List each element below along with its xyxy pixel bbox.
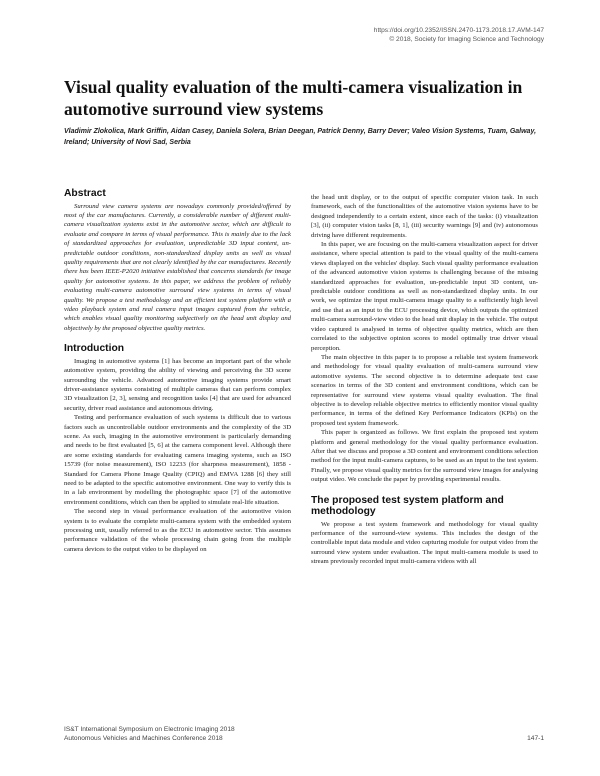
- left-column: [64, 188, 291, 554]
- intro-paragraph-3: The second step in visual performance evaluation of the automotive vision system is to evaluate the complete multi-camera system with the embedded system processing unit, usually referred to as the ECU in automotive sector. This assumes performance validation of the whole processing chain going from the multiple camera devices to the output video to be displayed on: [64, 508, 291, 553]
- right-column: [311, 193, 538, 567]
- abstract-heading: Abstract: [64, 188, 106, 199]
- conference-footer: [64, 726, 235, 743]
- doi-header: [374, 26, 544, 44]
- footer-conference: Autonomous Vehicles and Machines Conference 2018: [64, 734, 223, 742]
- right-paragraph-4: This paper is organized as follows. We first explain the proposed test system platform and general methodology for the visual quality performance evaluation. After that we discuss and propose a 3D content and environment conditions selection method for the input multi-camera captures, to be used as an input to the test system. Finally, we propose visual quality metrics for the surround view images for analysing output video. We conclude the paper by providing experimental results.: [311, 429, 538, 484]
- footer-symposium: IS&T International Symposium on Electronic Imaging 2018: [64, 726, 235, 733]
- abstract-text: Surround view camera systems are nowadays commonly provided/offered by most of the car manufactures. Currently, a considerable number of different multi-camera visualization systems exist in the automotive sector, which are difficult to evaluate and compare in terms of visual performance. This is mainly due to the lack of standardized approaches for evaluation, unpredictable 3D input content, un-predictable outdoor conditions, non-standardized display units as well as visual quality requirements that are not clearly identified by the car manufactures. Recently there has been IEEE-P2020 initiative established that concerns standards for image quality for automotive systems. In this paper, we address the problem of reliably evaluating multi-camera automotive surround view systems in terms of visual quality. We propose a test methodology and an efficient test system platform with a video playback system and real camera input images captured from the vehicle, which enables visual quality monitoring subjectively on the head unit display and objectively by the proposed objective quality metrics.: [64, 202, 291, 332]
- test-system-heading: The proposed test system platform and methodology: [311, 494, 504, 518]
- right-paragraph-2: In this paper, we are focusing on the multi-camera visualization aspect for driver assistance, where special attention is paid to the visual quality of the multi-camera views displayed on the vehicles' display. Such visual quality performance evaluation of the advanced automotive vision systems is challenging because of the missing standardized approaches for evaluation, un-predictable input 3D content, un-predictable outdoor conditions as well as non-standardized display units. In our work, we optimize the input multi-camera image quality to a sufficiently high level and use that as an input to the ECU processing device, which outputs the optimized multi-camera surround-view video to the head unit display in the vehicle. The output video captured is analysed in terms of objective quality metrics, which are then correlated to the subjective opinion scores to model optimally true driver visual perception.: [311, 241, 538, 352]
- right-paragraph-3: The main objective in this paper is to propose a reliable test system framework and methodology for visual quality evaluation of multi-camera surround view automotive systems. The second objective is to determine adequate test case scenarios in terms of the 3D content and environment conditions, which can be representative for surround view systems visual quality evaluation. The final objective is to develop reliable objective metrics to efficiently monitor visual quality performance, in terms of the defined Key Performance Indicators (KPIs) on the proposed test system framework.: [311, 353, 538, 427]
- intro-paragraph-2: Testing and performance evaluation of such systems is difficult due to various factors such as uncontrollable outdoor environments and the complexity of the 3D scene. As such, imaging in the automotive environment is particularly demanding and needs to be first evaluated [5, 6] at the camera component level. Although there are some existing standards for evaluating camera imaging systems, such as ISO 15739 (for noise measurement), ISO 12233 (for sharpness measurement), 1858 - Standard for Camera Phone Image Quality (CPIQ) and EMVA 1288 [6] they still need to be adapted to the specific automotive environment. One way to verify this is in a lab environment by modelling the photographic space [7] of the automotive environment conditions, which can then be applied to simulate real-life situation.: [64, 414, 291, 506]
- page-number: 147-1: [527, 735, 544, 742]
- paper-title: Visual quality evaluation of the multi-camera visualization in automotive surround view systems: [64, 77, 523, 119]
- doi-link[interactable]: https://doi.org/10.2352/ISSN.2470-1173.2018.17.AVM-147: [373, 27, 544, 34]
- introduction-heading: Introduction: [64, 343, 125, 355]
- intro-paragraph-1: Imaging in automotive systems [1] has become an important part of the whole automotive system, providing the ability of viewing and perceiving the 3D scene surrounding the vehicle. Advanced automotive imaging systems provide smart driver-assistance systems consisting of multiple cameras that can perform complex 3D visualization [2, 3], sensing and recognition tasks [4] that are used for advanced security, driver road assistance and autonomous driving.: [64, 357, 291, 412]
- author-list: Vladimir Zlokolica, Mark Griffin, Aidan Casey, Daniela Solera, Brian Deegan, Patrick Denny, Barry Dever; Valeo Vision Systems, Tuam, Galway, Ireland; University of Novi Sad, Serbia: [64, 128, 537, 146]
- test-system-paragraph: We propose a test system framework and methodology for visual quality performance of the surround-view systems. This includes the design of the controllable input data module and video capturing module for output video from the surround view system under evaluation. The input multi-camera module is used to stream previously recorded input multi-camera videos with all: [311, 520, 538, 566]
- right-paragraph-1: the head unit display, or to the output of specific computer vision task. In such framework, each of the functionalities of the automotive vision systems have to be designed independently to a certain extent, since each of the tasks: (i) visualization [3], (ii) computer vision tasks [8, 1], (iii) security warnings [9] and (iv) autonomous driving have different requirements.: [311, 194, 538, 239]
- copyright-line: © 2018, Society for Imaging Science and Technology: [389, 36, 544, 43]
